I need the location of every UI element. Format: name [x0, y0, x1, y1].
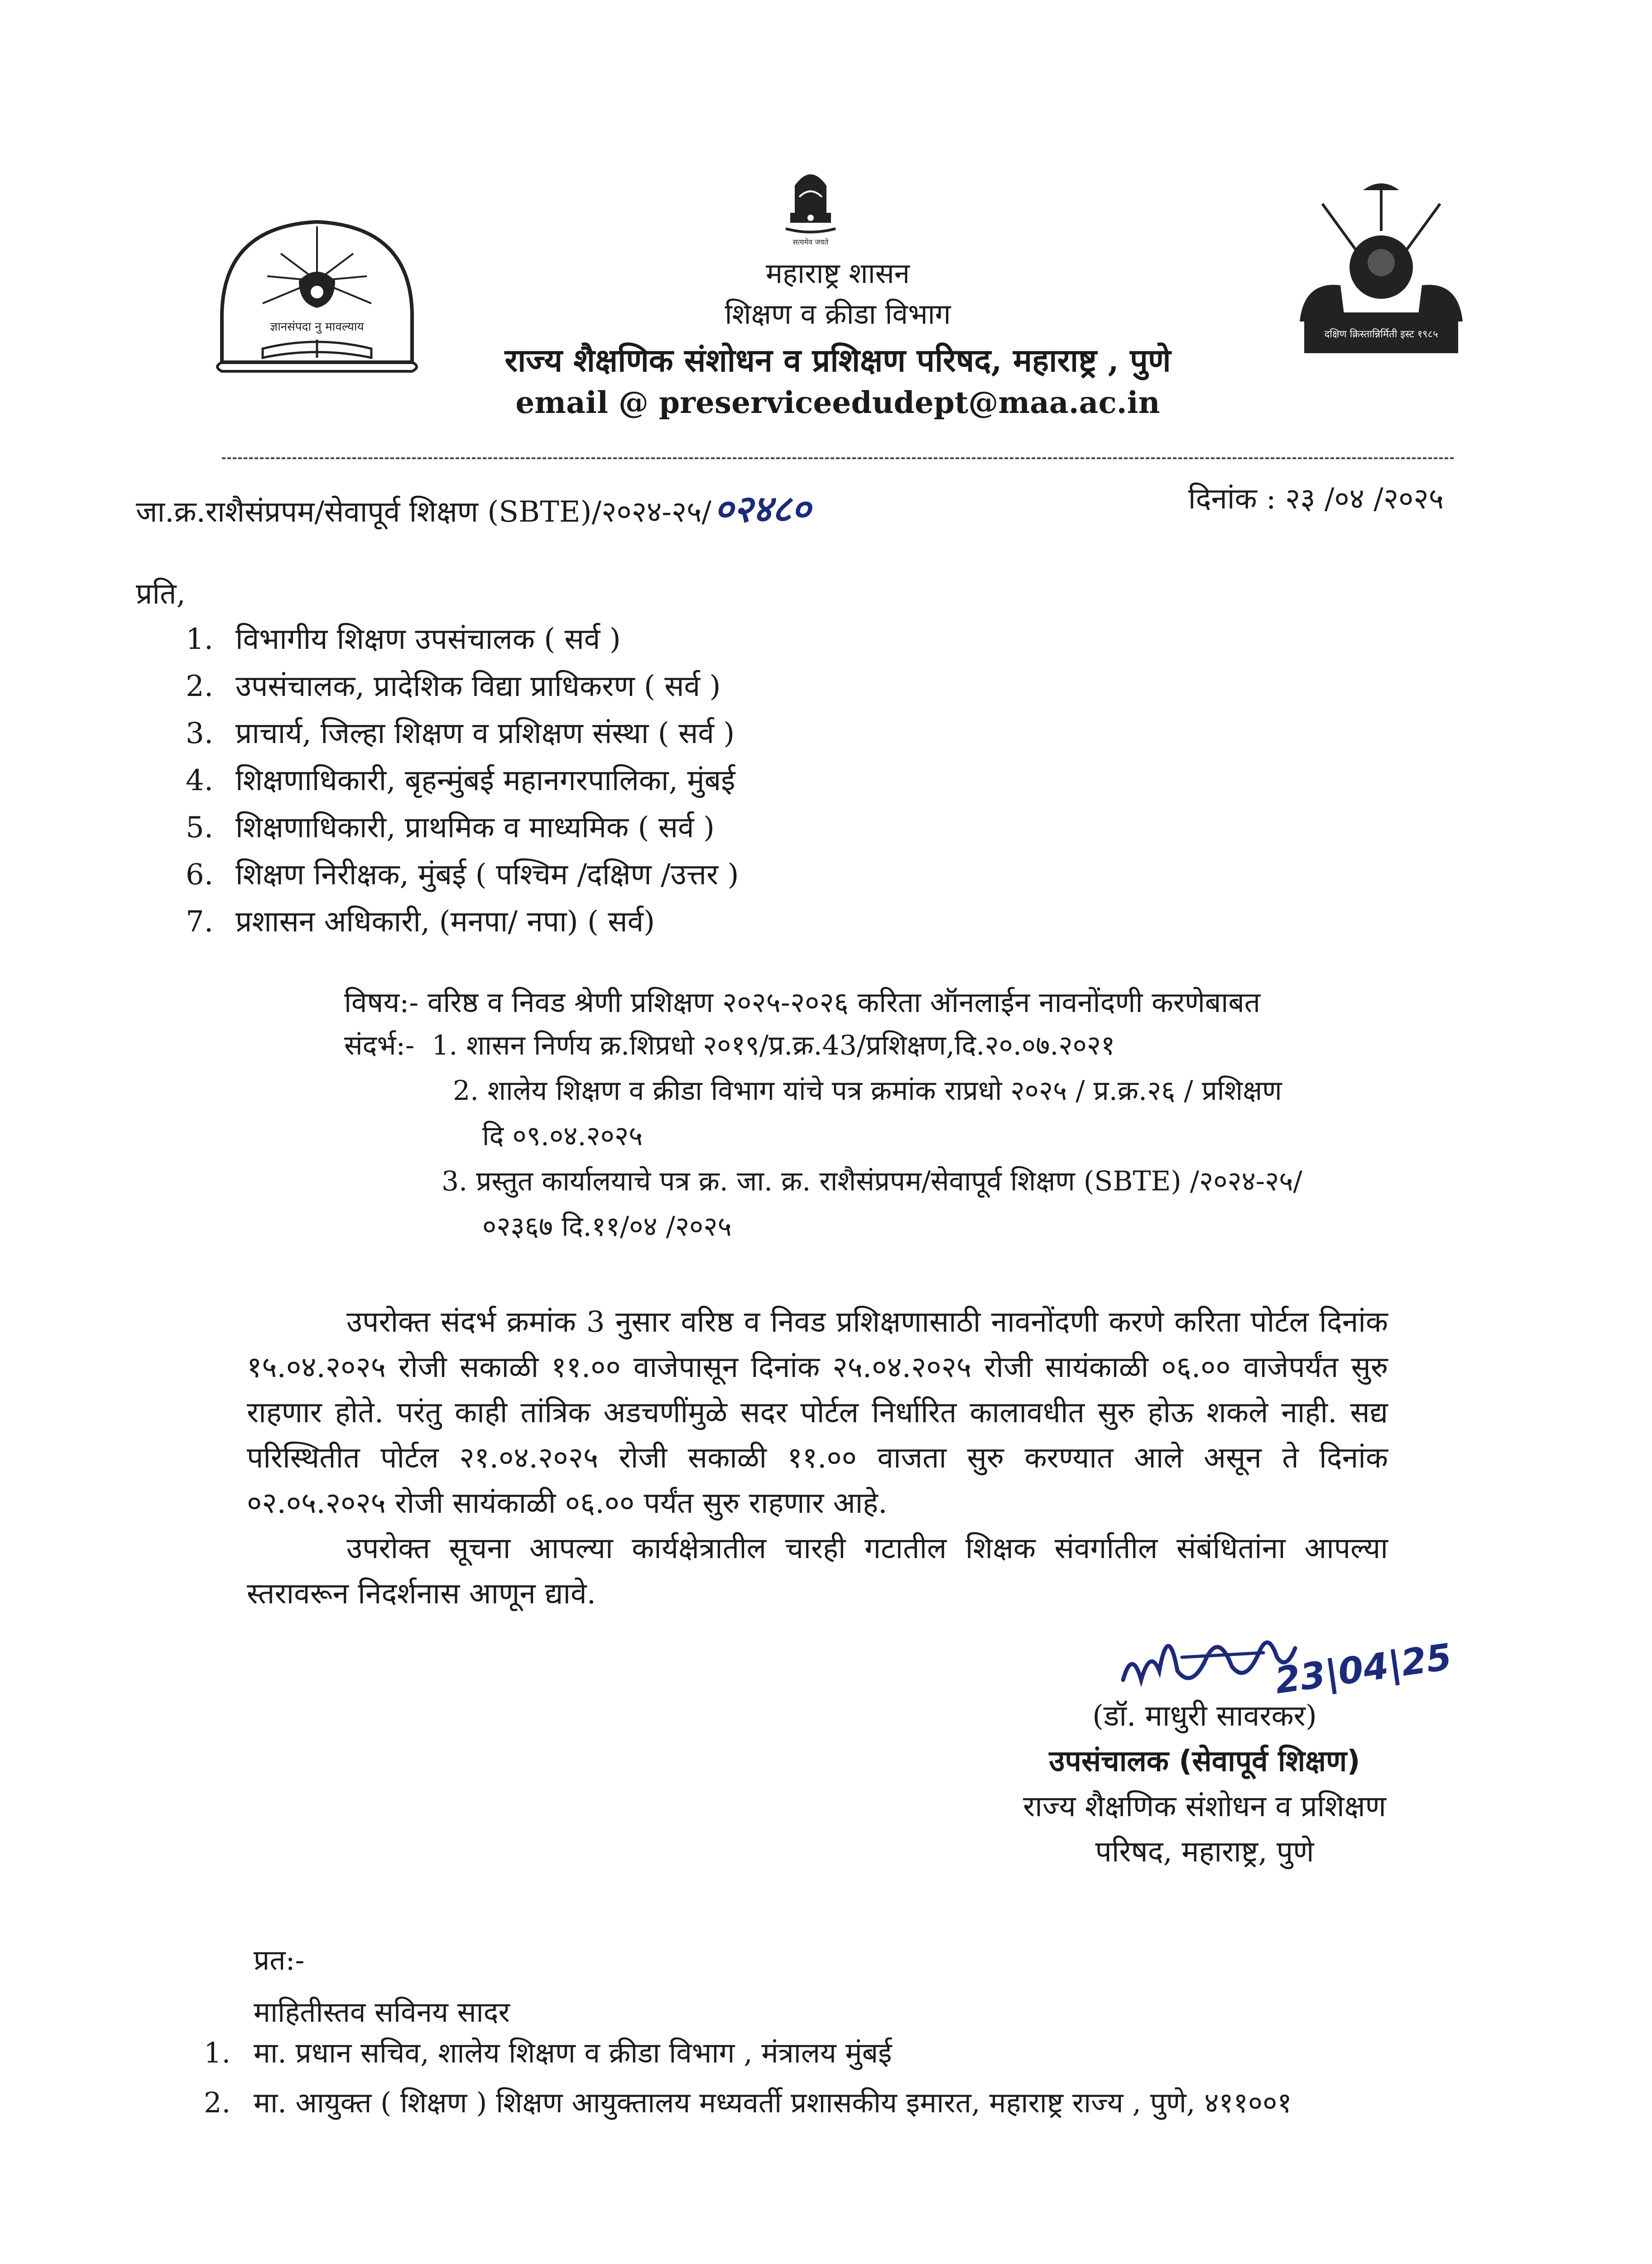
- emblem-caption: सत्यमेव जयते: [792, 238, 829, 246]
- reference-row: 2. शालेय शिक्षण व क्रीडा विभाग यांचे पत्र क्रमांक राप्रधो २०२५ / प्र.क्र.२६ / प्रशिक्षण: [453, 1075, 1282, 1107]
- recipient-list: [186, 618, 739, 948]
- body-paragraph: उपरोक्त सूचना आपल्या कार्यक्षेत्रातील चारही गटातील शिक्षक संवर्गातील संबंधितांना आपल्या स्तरावरून निदर्शनास आणून द्यावे.: [247, 1532, 1388, 1611]
- letter-body: [247, 1300, 1388, 1616]
- list-item: 7. प्रशासन अधिकारी, (मनपा/ नपा) ( सर्व): [186, 905, 655, 939]
- reference-row: ०२३६७ दि.११/०४ /२०२५: [482, 1211, 732, 1242]
- salutation: प्रति,: [136, 577, 186, 611]
- right-emblem-logo: [1295, 177, 1467, 358]
- list-item: 3. प्राचार्य, जिल्हा शिक्षण व प्रशिक्षण संस्था ( सर्व ): [186, 717, 735, 750]
- organization-name: राज्य शैक्षणिक संशोधन व प्रशिक्षण परिषद, महाराष्ट्र , पुणे: [504, 341, 1171, 379]
- list-item: 2. उपसंचालक, प्रादेशिक विद्या प्राधिकरण ( सर्व ): [186, 670, 721, 703]
- copies-info: माहितीस्तव सविनय सादर: [254, 1995, 510, 2029]
- copies-label: प्रत:-: [254, 1943, 305, 1976]
- list-item: 1. मा. प्रधान सचिव, शालेय शिक्षण व क्रीडा विभाग , मंत्रालय मुंबई: [204, 2036, 892, 2069]
- references-label: संदर्भ:-: [344, 1030, 415, 1061]
- signature-date: 23|04|25: [1272, 1636, 1455, 1702]
- signatory-org-line2: परिषद, महाराष्ट्र, पुणे: [1095, 1835, 1314, 1869]
- body-paragraph: उपरोक्त संदर्भ क्रमांक 3 नुसार वरिष्ठ व निवड प्रशिक्षणासाठी नावनोंदणी करणे करिता पोर्टल दिनांक १५.०४.२०२५ रोजी सकाळी ११.०० वाजेपासून दिनांक २५.०४.२०२५ रोजी सायंकाळी ०६.०० वाजेपर्यंत सुरु राहणार होते. परंतु काही तांत्रिक अडचणींमुळे सदर पोर्टल निर्धारित कालावधीत सुरु होऊ शकले नाही. सद्य परिस्थितीत पोर्टल २१.०४.२०२५ रोजी सकाळी ११.०० वाजता सुरु करण्यात आले असून ते दिनांक ०२.०५.२०२५ रोजी सायंकाळी ०६.०० पर्यंत सुरु राहणार आहे.: [247, 1305, 1388, 1520]
- signatory-title: उपसंचालक (सेवापूर्व शिक्षण): [1049, 1745, 1360, 1778]
- signatory-org: राज्य शैक्षणिक संशोधन व प्रशिक्षण: [1023, 1790, 1386, 1823]
- signature-block: [978, 1603, 1431, 1875]
- reference-row: संदर्भ:- 1. शासन निर्णय क्र.शिप्रधो २०१९/प्र.क्र.43/प्रशिक्षण,दि.२०.०७.२०२१: [344, 1030, 1115, 1061]
- letter-date: दिनांक : २३ /०४ /२०२५: [1188, 482, 1444, 516]
- header-divider: [222, 457, 1454, 459]
- list-item: 4. शिक्षणाधिकारी, बृहन्मुंबई महानगरपालिका, मुंबई: [186, 764, 735, 797]
- copies-list: [204, 2033, 1292, 2133]
- reference-number: [136, 482, 811, 533]
- reference-number-handwritten: ०२४८०: [714, 488, 811, 531]
- list-item: 2. मा. आयुक्त ( शिक्षण ) शिक्षण आयुक्तालय मध्यवर्ती प्रशासकीय इमारत, महाराष्ट्र राज्य , पुणे, ४११००१: [204, 2086, 1292, 2119]
- government-name: महाराष्ट्र शासन: [766, 257, 910, 290]
- list-item: 5. शिक्षणाधिकारी, प्राथमिक व माध्यमिक ( सर्व ): [186, 811, 715, 844]
- list-item: 1. विभागीय शिक्षण उपसंचालक ( सर्व ): [186, 623, 621, 656]
- reference-row: दि ०९.०४.२०२५: [482, 1120, 643, 1152]
- right-logo-caption: दक्षिण क्रिस्तान्निर्मिती इस्ट १९८५: [1324, 329, 1438, 340]
- scert-logo: [213, 213, 421, 376]
- list-item: 6. शिक्षण निरीक्षक, मुंबई ( पश्चिम /दक्षिण /उत्तर ): [186, 858, 739, 892]
- references-block: [344, 1026, 1302, 1252]
- national-emblem: [777, 161, 845, 247]
- reference-row: 3. प्रस्तुत कार्यालयाचे पत्र क्र. जा. क्र. राशैसंप्रपम/सेवापूर्व शिक्षण (SBTE) /२०२४-२५/: [442, 1166, 1302, 1197]
- department-name: शिक्षण व क्रीडा विभाग: [725, 297, 951, 331]
- left-logo-motto: ज्ञानसंपदा नु मावल्याय: [270, 320, 364, 334]
- email-line: email @ preserviceedudept@maa.ac.in: [515, 385, 1160, 420]
- subject-line: विषय:- वरिष्ठ व निवड श्रेणी प्रशिक्षण २०२५-२०२६ करिता ऑनलाईन नावनोंदणी करणेबाबत: [344, 986, 1261, 1019]
- signatory-name: (डॉ. माधुरी सावरकर): [1092, 1699, 1317, 1733]
- reference-number-prefix: जा.क्र.राशैसंप्रपम/सेवापूर्व शिक्षण (SBTE)/२०२४-२५/: [136, 495, 711, 529]
